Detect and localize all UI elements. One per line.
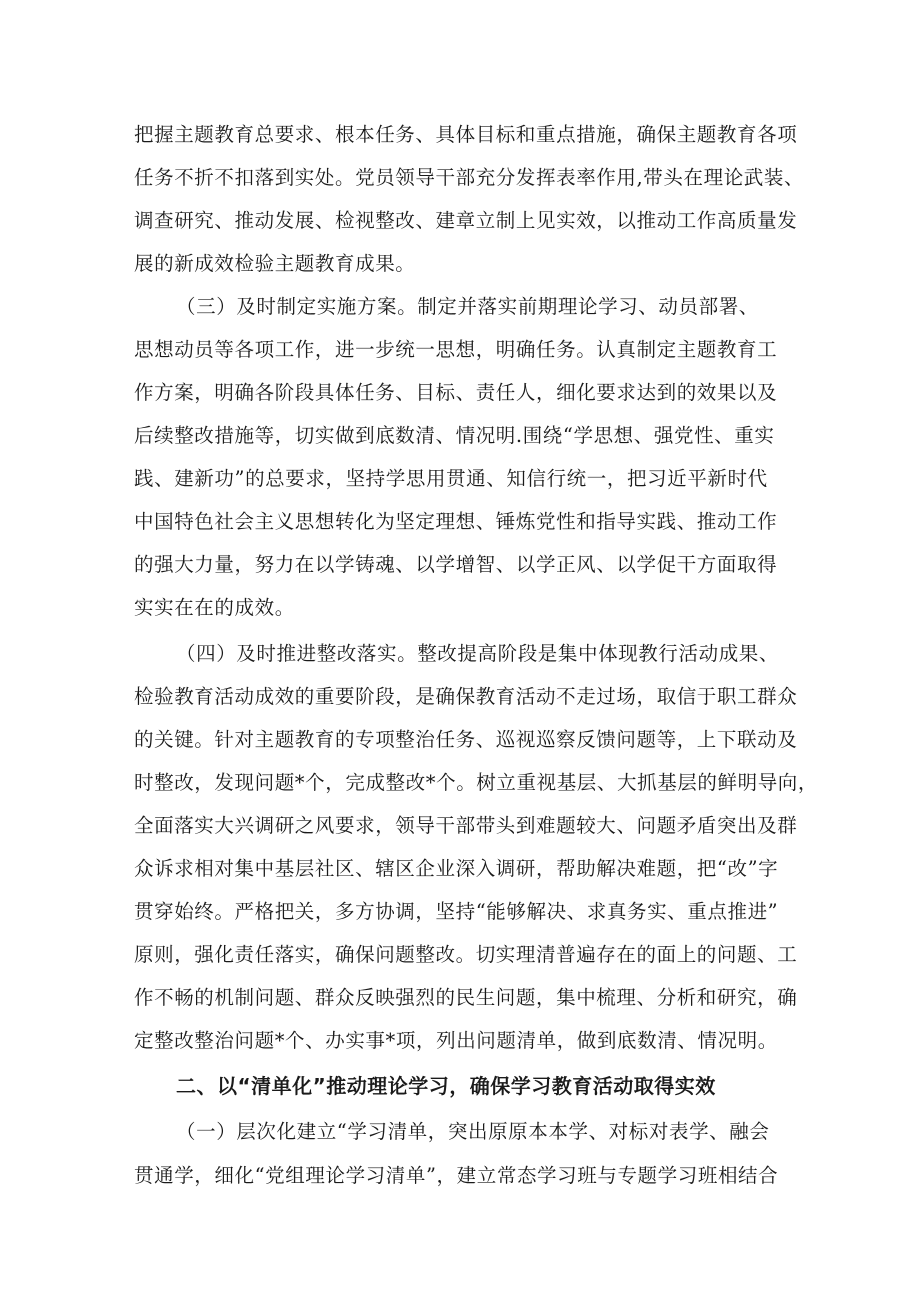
text-line: 任务不折不扣落到实处。党员领导干部充分发挥表率作用,带头在理论武装、 (134, 166, 805, 189)
text-line: 众诉求相对集中基层社区、辖区企业深入调研，帮助解决难题，把“改”字 (134, 857, 779, 880)
text-line: 践、建新功”的总要求，坚持学思用贯通、知信行统一，把习近平新时代 (134, 467, 768, 490)
text-line: 贯通学，细化“党组理论学习清单”，建立常态学习班与专题学习班相结合 (134, 1164, 779, 1187)
text-line: 后续整改措施等，切实做到底数清、情况明.围绕“学思想、强党性、重实 (134, 424, 775, 447)
text-line: 的关键。针对主题教育的专项整治任务、巡视巡察反馈问题等，上下联动及 (134, 728, 798, 751)
text-line: 展的新成效检验主题教育成果。 (134, 252, 416, 275)
section-heading: 二、以“清单化”推动理论学习，确保学习教育活动取得实效 (176, 1074, 716, 1098)
text-line: 调查研究、推动发展、检视整改、建章立制上见实效，以推动工作高质量发 (134, 209, 798, 232)
text-line: 作方案，明确各阶段具体任务、目标、责任人，细化要求达到的效果以及 (134, 381, 778, 404)
paragraph-3-start: （三）及时制定实施方案。制定并落实前期理论学习、动员部署、 (176, 295, 759, 318)
text-line: 中国特色社会主义思想转化为坚定理想、锤炼党性和指导实践、推动工作 (134, 510, 778, 533)
text-line: 把握主题教育总要求、根本任务、具体目标和重点措施，确保主题教育各项 (134, 123, 798, 146)
text-line: 的强大力量，努力在以学铸魂、以学增智、以学正风、以学促干方面取得 (134, 553, 778, 576)
text-line: 原则，强化责任落实，确保问题整改。切实理清普遍存在的面上的问题、工 (134, 943, 798, 966)
text-line: 思想动员等各项工作，进一步统一思想，明确任务。认真制定主题教育工 (134, 338, 778, 361)
text-line: 全面落实大兴调研之风要求，领导干部带头到难题较大、问题矛盾突出及群 (134, 814, 798, 837)
text-line: 检验教育活动成效的重要阶段，是确保教育活动不走过场，取信于职工群众 (134, 685, 798, 708)
text-line: 实实在在的成效。 (134, 596, 295, 619)
text-line: 时整改，发现问题*个，完成整改*个。树立重视基层、大抓基层的鲜明导向， (134, 771, 819, 794)
paragraph-4-start: （四）及时推进整改落实。整改提高阶段是集中体现教行活动成果、 (176, 642, 780, 665)
text-line: 作不畅的机制问题、群众反映强烈的民生问题，集中梳理、分析和研究，确 (134, 986, 798, 1009)
text-line: 定整改整治问题*个、办实事*项，列出问题清单，做到底数清、情况明。 (134, 1029, 778, 1052)
text-line: 贯穿始终。严格把关，多方协调，坚持“能够解决、求真务实、重点推进” (134, 900, 779, 923)
paragraph-1-start: （一）层次化建立“学习清单，突出原原本本学、对标对表学、融会 (176, 1120, 770, 1143)
